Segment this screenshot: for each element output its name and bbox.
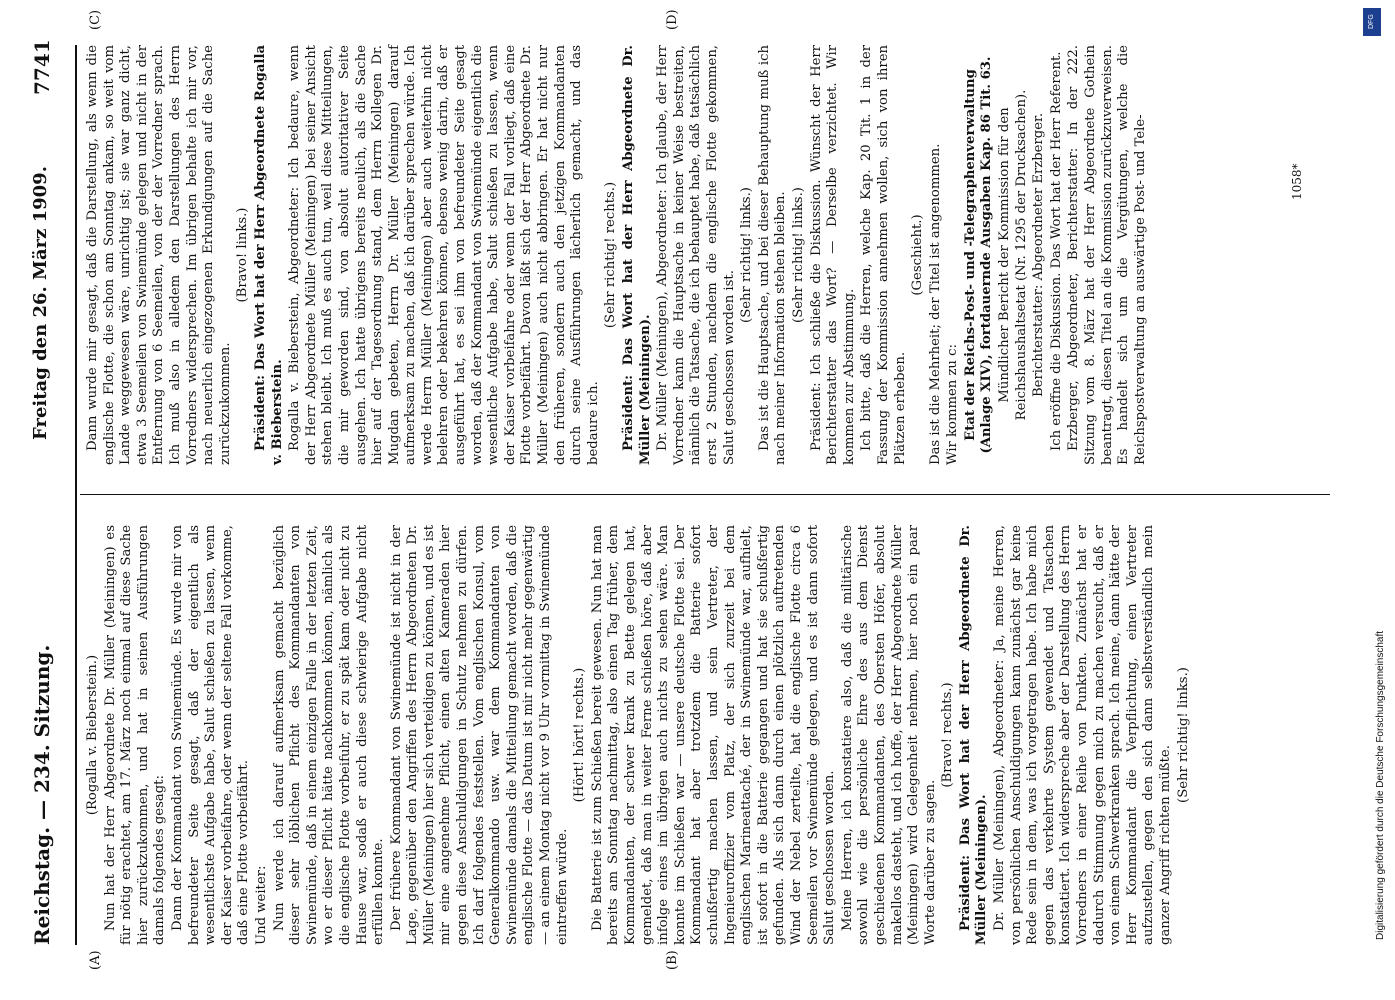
- margin-marker-c: (C): [88, 9, 103, 30]
- paragraph: Mündlicher Bericht der Kommission für den Reichshaushaltsetat (Nr. 1295 der Drucksachen).: [997, 89, 1029, 421]
- paragraph: (Geschieht.): [910, 214, 926, 296]
- paragraph: Präsident: Das Wort hat der Herr Abgeordnete Dr. Müller (Meiningen).: [621, 45, 653, 465]
- header-session: Reichstag. — 234. Sitzung.: [30, 644, 54, 945]
- paragraph: Das ist die Hauptsache, und bei dieser Behauptung muß ich nach meiner Information stehen bleiben.: [756, 45, 789, 465]
- paragraph: Etat der Reichs-Post- und -Telegraphenverwaltung (Anlage XIV), fortdauernde Ausgaben Kap. 86 Tit. 63.: [962, 56, 995, 454]
- page-number: 7741: [30, 39, 54, 95]
- margin-marker-a: (A): [88, 950, 103, 970]
- paragraph: Erzberger, Abgeordneter, Berichterstatter: In der 222. Sitzung vom 8. März hat der Herr Abgeordnete Gothein beantragt, diesen Titel an die Kommission zurückzuverweisen. Es handelt sich um die Vergütungen, welche die Reichspostverwaltung an auswärtige Post- und Tele-: [1066, 45, 1148, 465]
- header-date: Freitag den 26. März 1909.: [30, 166, 51, 440]
- paragraph: (Sehr richtig! links.): [790, 187, 806, 323]
- paragraph: Dann wurde mir gesagt, daß die Darstellung, als wenn die englische Flotte, die schon am Sonntag ankam, so weit vom Lande weggewesen wäre, unrichtig ist; sie war ganz dicht, etwa 3 Seemeilen von Swinemünde gelegen und nicht in der Entfernung von 6 Seemeilen, von der der Vorredner sprach. Ich muß also in alledem den Darstellungen des Herrn Vorredners widersprechen. Im übrigen behalte ich mir vor, nach neuerlich eingezogenen Erkundigungen auf die Sache zurückzukommen.: [85, 45, 233, 465]
- paragraph: Das ist die Mehrheit; der Titel ist angenommen.: [927, 143, 943, 465]
- header-rule: [75, 45, 77, 945]
- paragraph: (Bravo! links.): [235, 207, 251, 303]
- paragraph: Dann der Kommandant von Swinemünde. Es wurde mir von befreundeter Seite gesagt, daß der eigentlich als wesentlichste Aufgabe habe, Salut schießen zu lassen, wenn der Kaiser vorbeifahre, oder wenn der seltene Fall vorkomme, daß eine Flotte vorbeifährt.: [169, 525, 252, 945]
- paragraph: (Sehr richtig! rechts.): [603, 181, 619, 329]
- margin-marker-b: (B): [665, 950, 680, 970]
- paragraph: (Hört! hört! rechts.): [572, 667, 588, 803]
- paragraph: (Sehr richtig! links.): [1175, 667, 1191, 803]
- footer-reference: 1058*: [1290, 163, 1304, 200]
- column-divider: [80, 494, 1330, 495]
- paragraph: Ich bitte, daß die Herren, welche Kap. 20 Tit. 1 in der Fassung der Kommission annehmen wollen, sich von ihren Plätzen erheben.: [859, 45, 908, 465]
- paragraph: Dr. Müller (Meiningen), Abgeordneter: Ja, meine Herren, von persönlichen Anschuldigungen kann zunächst gar keine Rede sein in dem, was ich vorgetragen habe. Ich habe mich gegen das verkehrte System gewendet und Tatsachen konstatiert. Ich widerspreche aber der Darstellung des Herrn Vorredners in einer Reihe von Punkten. Zunächst hat er dadurch Stimmung gegen mich zu machen versucht, daß er von einem Schwerkranken sprach. Ich meine, dann hätte der Herr Kommandant die Verpflichtung, einen Vertreter aufzustellen, gegen den sich dann selbstverständlich mein ganzer Angriff richten müßte.: [992, 525, 1173, 945]
- paragraph: Der frühere Kommandant von Swinemünde ist nicht in der Lage, gegenüber den Angriffen des Herrn Abgeordneten Dr. Müller (Meiningen) hier sich verteidigen zu können, und es ist mir eine angenehme Pflicht, einen alten Kameraden hier gegen diese Anschuldigungen in Schutz nehmen zu dürfen. Ich darf folgendes feststellen. Vom englischen Konsul, vom Generalkommando usw. war dem Kommandanten von Swinemünde damals die Mitteilung gemacht worden, daß die englische Flotte — das Datum ist mir nicht mehr gegenwärtig — an einem Montag nicht vor 9 Uhr vormittag in Swinemünde eintreffen würde.: [388, 525, 570, 945]
- dfg-logo: DFG: [1363, 8, 1381, 36]
- paragraph: Nun werde ich darauf aufmerksam gemacht bezüglich dieser sehr löblichen Pflicht des Kommandanten von Swinemünde, daß in einem einzigen Falle in der letzten Zeit, wo er dieser Pflicht hätte nachkommen können, nämlich als die englische Flotte vorbeifuhr, er zu spät kam oder nicht zu Hause war, sodaß er auch diese schwierige Aufgabe nicht erfüllen konnte.: [271, 525, 387, 945]
- credit-text: Digitalisierung gefördert durch die Deutsche Forschungsgemeinschaft: [1375, 630, 1386, 940]
- paragraph: Präsident: Das Wort hat der Herr Abgeordnete Dr. Müller (Meiningen).: [957, 525, 990, 945]
- paragraph: Rogalla v. Bieberstein, Abgeordneter: Ich bedaure, wenn der Herr Abgeordnete Müller (Meiningen) bei seiner Ansicht stehen bleibt. Ich muß es auch tun, weil diese Mitteilungen, die mir geworden sind, von absolut autoritativer Seite ausgehen. Ich hatte übrigens bereits neulich, als die Sache hier auf der Tagesordnung stand, dem Herrn Kollegen Dr. Mugdan gebeten, Herrn Dr. Müller (Meiningen) darauf aufmerksam zu machen, daß ich darüber sprechen würde. Ich werde Herrn Müller (Meiningen) aber auch weiterhin nicht belehren oder bekehren können, ebenso wenig darin, daß er ausgeführt hat, es sei ihm von befreundeter Seite gesagt worden, daß der Kommandant von Swinemünde eigentlich die wesentliche Aufgabe habe, Salut schießen zu lassen, wenn der Kaiser vorbeifahre oder wenn der Fall vorliegt, daß eine Flotte vorbeifährt. Davon läßt sich der Herr Abgeordnete Dr. Müller (Meiningen) auch nicht abbringen. Er hat nicht nur den früheren, sondern auch den jetzigen Kommandanten durch seine Ausführungen lächerlich gemacht, und das bedaure ich.: [287, 45, 601, 465]
- paragraph: Meine Herren, ich konstatiere also, daß die militärische sowohl wie die persönliche Ehre des aus dem Dienst geschiedenen Kommandanten, des Obersten Höfer, absolut makellos dasteht, und ich hoffe, der Herr Abgeordnete Müller (Meiningen) wird Gelegenheit nehmen, hier noch ein paar Worte darüber zu sagen.: [839, 525, 938, 945]
- paragraph: (Rogalla v. Bieberstein.): [85, 654, 100, 816]
- paragraph: (Bravo! rechts.): [940, 682, 956, 788]
- paragraph: Wir kommen zu c:: [945, 344, 961, 465]
- paragraph: Ich eröffne die Diskussion. Das Wort hat der Herr Referent.: [1048, 51, 1064, 451]
- right-column: [85, 45, 1325, 465]
- paragraph: Die Batterie ist zum Schießen bereit gewesen. Nun hat man bereits am Sonntag nachmittag, also einen Tag früher, dem Kommandanten, der schwer krank zu Bette gelegen hat, gemeldet, daß man in weiter Ferne schießen höre, daß aber infolge eines im übrigen auch nichts zu sehen wäre. Man konnte im Schießen war — unsere deutsche Flotte sei. Der Kommandant hat aber trotzdem die Batterie sofort schußfertig machen lassen, und sein Vertreter, der Ingenieuroffizier vom Platz, der sich zurzeit bei dem englischen Marineattaché, der in Swinemünde war, aufhielt, ist sofort in die Batterie gegangen und hat sie schußfertig gefunden. Als sich dann durch einen plötzlich auftretenden Wind der Nebel zerteilte, hat die englische Flotte circa 6 Seemeilen vor Swinemünde gelegen, und es ist dann sofort Salut geschossen worden.: [589, 525, 838, 945]
- paragraph: Berichterstatter: Abgeordneter Erzberger.: [1031, 112, 1047, 398]
- paragraph: Präsident: Ich schließe die Diskussion. Wünscht der Herr Berichterstatter das Wort? — Derselbe verzichtet. Wir kommen zur Abstimmung.: [808, 45, 857, 465]
- paragraph: Nun hat der Herr Abgeordnete Dr. Müller (Meiningen) es für nötig erachtet, am 17. März noch einmal auf diese Sache hier zurückzukommen, und hat in seinen Ausführungen damals folgendes gesagt:: [102, 525, 168, 945]
- digitization-credit: [1359, 40, 1386, 960]
- paragraph: Dr. Müller (Meiningen), Abgeordneter: Ich glaube, der Herr Vorredner kann die Hauptsache in keiner Weise bestreiten, nämlich die Tatsache, die ich behauptet habe, daß tatsächlich erst 2 Stunden, nachdem die englische Flotte gekommen, Salut geschossen worden ist.: [655, 45, 737, 465]
- paragraph: Und weiter:: [253, 865, 269, 945]
- margin-marker-d: (D): [665, 9, 680, 30]
- paragraph: (Sehr richtig! links.): [739, 187, 755, 323]
- paragraph: Präsident: Das Wort hat der Herr Abgeordnete Rogalla v. Bieberstein.: [252, 45, 285, 465]
- left-column: [85, 525, 1325, 945]
